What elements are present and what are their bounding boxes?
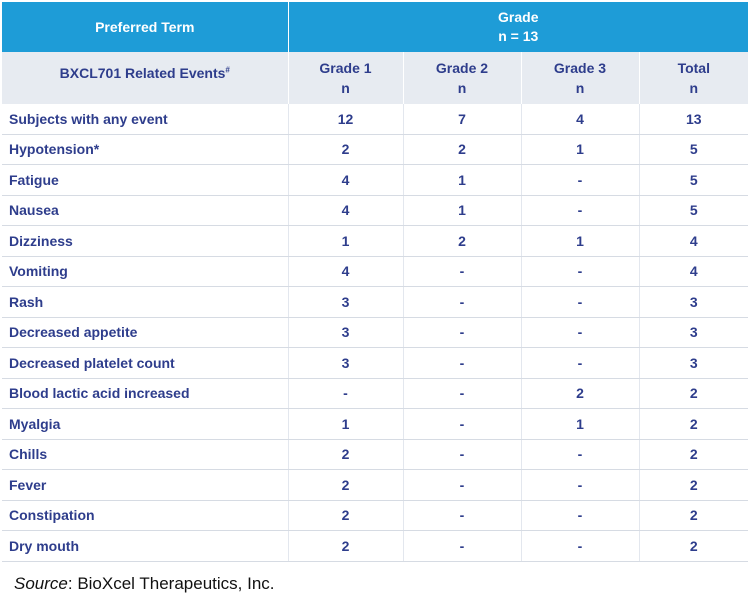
grade2-n: n xyxy=(457,80,467,96)
grade1-cell: 1 xyxy=(288,409,403,440)
grade2-cell: - xyxy=(403,256,521,287)
grade3-cell: 1 xyxy=(521,226,639,257)
table-row xyxy=(2,134,748,165)
event-term-cell: Decreased platelet count xyxy=(2,348,288,379)
table-row xyxy=(2,256,748,287)
grade3-cell: - xyxy=(521,287,639,318)
total-n: n xyxy=(689,80,699,96)
grade3-cell: - xyxy=(521,500,639,531)
total-cell: 2 xyxy=(639,470,748,501)
adverse-events-table xyxy=(2,2,748,562)
grade3-cell: - xyxy=(521,256,639,287)
grade2-cell: - xyxy=(403,378,521,409)
table-row xyxy=(2,195,748,226)
total-cell: 2 xyxy=(639,409,748,440)
grade3-cell: - xyxy=(521,439,639,470)
total-cell: 3 xyxy=(639,348,748,379)
grade1-cell: 2 xyxy=(288,134,403,165)
grade3-cell: - xyxy=(521,195,639,226)
grade1-n: n xyxy=(341,80,350,96)
grade3-cell: 2 xyxy=(521,378,639,409)
grade2-cell: 7 xyxy=(403,104,521,134)
grade1-cell: - xyxy=(288,378,403,409)
grade1-label: Grade 1 xyxy=(319,60,372,76)
event-term-cell: Hypotension* xyxy=(2,134,288,165)
total-cell: 5 xyxy=(639,134,748,165)
total-cell: 5 xyxy=(639,195,748,226)
total-cell: 13 xyxy=(639,104,748,134)
table-row xyxy=(2,439,748,470)
total-cell: 2 xyxy=(639,531,748,562)
grade3-cell: 1 xyxy=(521,409,639,440)
grade3-header xyxy=(521,52,639,104)
grade-n: n = 13 xyxy=(498,28,539,44)
event-term-cell: Myalgia xyxy=(2,409,288,440)
grade3-cell: - xyxy=(521,531,639,562)
grade2-cell: - xyxy=(403,317,521,348)
grade2-cell: - xyxy=(403,470,521,501)
table-body xyxy=(2,104,748,561)
grade2-label: Grade 2 xyxy=(435,60,489,76)
grade1-cell: 3 xyxy=(288,287,403,318)
table-row xyxy=(2,104,748,134)
grade2-cell: 2 xyxy=(403,134,521,165)
total-cell: 2 xyxy=(639,500,748,531)
header-row xyxy=(2,2,748,52)
total-cell: 2 xyxy=(639,378,748,409)
total-label: Total xyxy=(677,60,710,76)
grade1-cell: 4 xyxy=(288,165,403,196)
grade1-cell: 2 xyxy=(288,470,403,501)
event-term-cell: Dry mouth xyxy=(2,531,288,562)
grade1-cell: 4 xyxy=(288,195,403,226)
event-term-cell: Decreased appetite xyxy=(2,317,288,348)
grade1-cell: 2 xyxy=(288,500,403,531)
event-term-cell: Vomiting xyxy=(2,256,288,287)
grade2-cell: - xyxy=(403,409,521,440)
grade-header xyxy=(288,2,748,52)
grade3-n: n xyxy=(575,80,585,96)
table-row xyxy=(2,165,748,196)
table-row xyxy=(2,378,748,409)
grade1-cell: 12 xyxy=(288,104,403,134)
total-cell: 5 xyxy=(639,165,748,196)
total-cell: 2 xyxy=(639,439,748,470)
event-term-cell: Subjects with any event xyxy=(2,104,288,134)
grade3-cell: - xyxy=(521,317,639,348)
event-term-cell: Chills xyxy=(2,439,288,470)
total-cell: 3 xyxy=(639,287,748,318)
total-cell: 4 xyxy=(639,226,748,257)
grade3-cell: - xyxy=(521,470,639,501)
table-row xyxy=(2,348,748,379)
grade3-cell: - xyxy=(521,348,639,379)
event-term-cell: Rash xyxy=(2,287,288,318)
related-events-label: BXCL701 Related Events xyxy=(59,65,226,81)
grade1-header xyxy=(288,52,403,104)
preferred-term-header: Preferred Term xyxy=(2,2,288,52)
event-term-cell: Blood lactic acid increased xyxy=(2,378,288,409)
source-label: Source xyxy=(14,574,68,593)
grade2-cell: - xyxy=(403,531,521,562)
grade2-cell: 2 xyxy=(403,226,521,257)
grade2-cell: - xyxy=(403,348,521,379)
grade3-cell: - xyxy=(521,165,639,196)
event-term-cell: Constipation xyxy=(2,500,288,531)
grade1-cell: 3 xyxy=(288,348,403,379)
table-row xyxy=(2,531,748,562)
table-row xyxy=(2,317,748,348)
event-term-cell: Dizziness xyxy=(2,226,288,257)
related-events-header xyxy=(2,52,288,104)
footnote-marker: # xyxy=(225,65,230,75)
total-cell: 3 xyxy=(639,317,748,348)
grade1-cell: 3 xyxy=(288,317,403,348)
grade-title: Grade xyxy=(498,9,539,25)
table-row xyxy=(2,226,748,257)
event-term-cell: Fever xyxy=(2,470,288,501)
table-row xyxy=(2,287,748,318)
grade1-cell: 4 xyxy=(288,256,403,287)
event-term-cell: Fatigue xyxy=(2,165,288,196)
source-text: : BioXcel Therapeutics, Inc. xyxy=(67,574,275,593)
grade3-cell: 4 xyxy=(521,104,639,134)
grade1-cell: 2 xyxy=(288,439,403,470)
subheader-row xyxy=(2,52,748,104)
grade2-header xyxy=(403,52,521,104)
grade2-cell: 1 xyxy=(403,195,521,226)
grade2-cell: 1 xyxy=(403,165,521,196)
grade3-label: Grade 3 xyxy=(553,60,607,76)
source-note xyxy=(14,574,275,594)
event-term-cell: Nausea xyxy=(2,195,288,226)
grade2-cell: - xyxy=(403,439,521,470)
grade3-cell: 1 xyxy=(521,134,639,165)
grade2-cell: - xyxy=(403,500,521,531)
table-row xyxy=(2,409,748,440)
grade1-cell: 2 xyxy=(288,531,403,562)
total-cell: 4 xyxy=(639,256,748,287)
grade1-cell: 1 xyxy=(288,226,403,257)
total-header xyxy=(639,52,748,104)
table-row xyxy=(2,500,748,531)
table-row xyxy=(2,470,748,501)
grade2-cell: - xyxy=(403,287,521,318)
